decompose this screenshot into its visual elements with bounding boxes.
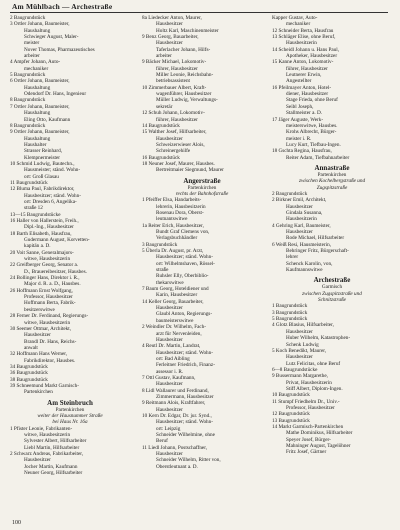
street-heading: Archestraße xyxy=(313,276,351,285)
entry-text: 7 Ortler Johann, Baumeister, xyxy=(10,103,70,110)
entry-text: 11 Baugrundstück xyxy=(10,179,48,186)
entry-text: 11 Liedl Johann, Postschaffner, xyxy=(142,444,208,451)
entry-subline: Haushaltung xyxy=(24,135,51,142)
directory-entry xyxy=(272,197,392,222)
entry-text: 3 Baugrundstück xyxy=(142,241,178,248)
entry-subline: Hausbesitzer; ständ. Wohn- xyxy=(156,349,213,356)
directory-entry xyxy=(142,129,262,154)
entry-subline: Bertreitmaier Siegmund, Maurer xyxy=(156,167,224,174)
entry-text: 1 Pfister Leonie, Fabrikanten- xyxy=(10,425,73,432)
entry-text: 16 Baugrundstück xyxy=(142,154,180,161)
directory-entry xyxy=(10,21,130,59)
directory-entry xyxy=(142,59,262,84)
entry-text: 28 Ferner Dr. Ferdinand, Regierungs- xyxy=(10,313,89,320)
entry-subline: ort: Leipzig xyxy=(156,425,181,432)
directory-entry xyxy=(272,322,392,347)
entry-text: 9 Bäcker Michael, Lokomotiv- xyxy=(142,59,207,66)
directory-entry xyxy=(142,413,262,445)
directory-entry xyxy=(10,351,130,364)
entry-text: 6 Weiß Resi, Hausmeisterin, xyxy=(272,241,331,248)
entry-subline: Bundt Graf Clemens von, xyxy=(156,229,210,235)
street-desc-line: zwischen Kochelbergstraße und xyxy=(298,178,366,185)
entry-text: 14 Markt Garmisch-Partenkirchen xyxy=(272,423,344,430)
entry-text: 8a Liedecker Anton, Maurer, xyxy=(142,15,202,21)
street-desc xyxy=(10,413,130,426)
entry-subline: führer, Hausbesitzer xyxy=(286,65,328,72)
entry-subline: Hausbesitzer xyxy=(286,203,313,210)
entry-subline: Oberstleutnant a. D. xyxy=(156,463,198,470)
directory-entry xyxy=(272,47,392,60)
directory-entry xyxy=(10,326,130,351)
entry-subline: Taferlacher Johann, Hilfs- xyxy=(156,46,211,53)
entry-text: 8 Lidl Wallaurer und Ferdinand, xyxy=(142,387,209,394)
street-desc xyxy=(272,178,392,191)
entry-list xyxy=(10,15,130,396)
entry-subline: Gudermann August, Korvetten- xyxy=(24,237,90,244)
entry-text: 2 Birkner Emil, Architekt, xyxy=(272,197,327,204)
entry-subline: Schwieger August, Maler- xyxy=(24,34,79,41)
directory-entry xyxy=(10,104,130,123)
entry-subline: Mahninger August, Tagelöhner xyxy=(286,443,351,449)
directory-entry xyxy=(142,445,262,470)
entry-subline: witwe, Hausbesitzerin xyxy=(24,432,71,438)
directory-entry xyxy=(272,242,392,274)
directory-entry xyxy=(10,426,130,451)
street-place: Partenkirchen xyxy=(55,406,85,413)
entry-subline: lehrer xyxy=(286,254,299,261)
entry-subline: Beruf xyxy=(156,438,168,445)
entry-subline: Glaubl Anton, Regierungs- xyxy=(156,311,213,318)
entry-text: 2 Baugrundstück xyxy=(272,190,308,197)
directory-entry xyxy=(142,197,262,222)
entry-subline: besitzerswitwe xyxy=(24,306,55,313)
entry-text: 24 Bollinger Hans, Direktor i. R., xyxy=(10,275,80,282)
entry-text: 10 Kern Dr. Edgar, Dr. jur. Synd., xyxy=(142,412,212,419)
directory-entry xyxy=(142,223,262,242)
entry-subline: sekretär xyxy=(156,103,173,110)
street-heading: Am Steinbruch xyxy=(47,398,93,407)
directory-entry xyxy=(10,250,130,263)
entry-subline: ort: Wilhelmshaven, Rössel- xyxy=(156,260,215,267)
column-1 xyxy=(10,15,130,476)
directory-entry xyxy=(272,117,392,149)
directory-entry xyxy=(10,383,130,396)
entry-text: 32 Hoffmann Hans Werner, xyxy=(10,351,68,358)
entry-subline: Hausbesitzer; ständ. Wohn- xyxy=(156,254,213,261)
directory-entry xyxy=(142,15,262,34)
entry-text: 16 Haller von Hallerstein, Freih., xyxy=(10,218,79,224)
directory-entry xyxy=(272,399,392,412)
directory-entry xyxy=(10,129,130,161)
entry-text: 5 Überla Dr. August, pr. Arzt, xyxy=(142,248,204,255)
entry-text: 22 Greifberger Georg, Senator a. xyxy=(10,262,79,269)
entry-subline: kapitän a. D. xyxy=(24,243,51,250)
entry-text: 20 Voit Sanne, Generalmajors- xyxy=(10,249,74,256)
header-rule xyxy=(10,12,388,13)
entry-subline: Hausbesitzer; ständ. Wohn- xyxy=(156,419,213,426)
directory-entry xyxy=(142,248,262,286)
street-desc xyxy=(272,291,392,304)
entry-subline: witwe, Hausbesitzerin xyxy=(24,319,71,326)
entry-subline: mechaniker xyxy=(24,65,49,72)
directory-entry xyxy=(10,288,130,313)
entry-subline: Huber Wilhelm, Katastrophen- xyxy=(286,335,351,342)
entry-text: 10 Schmid Ludwig, Bautechn., xyxy=(10,160,75,167)
entry-subline: Hausbesitzer xyxy=(156,451,183,458)
entry-subline: Haushaltung xyxy=(24,84,51,91)
entry-subline: Zimmermann, Hausbesitzer xyxy=(156,393,214,400)
entry-text: 1 Baugrundstück xyxy=(272,303,308,310)
street-section-anna xyxy=(272,164,392,191)
entry-subline: Stage Frieda, ohne Beruf xyxy=(286,97,338,104)
directory-entry xyxy=(10,59,130,72)
entry-subline: arbeiter xyxy=(24,53,40,60)
entry-text: 15 Walther Josef, Hilfsarbeiter, xyxy=(142,129,207,136)
entry-subline: Jocher Martin, Kaufmann xyxy=(24,463,78,470)
entry-text: 13 Baugrundstück xyxy=(272,417,310,424)
directory-entry xyxy=(142,400,262,413)
running-head: Am Mühlbach — Archestraße xyxy=(12,2,113,11)
directory-entry xyxy=(142,299,262,324)
entry-subline: witwe, Hausbesitzerin xyxy=(24,256,71,263)
directory-entry xyxy=(272,373,392,392)
entry-subline: arzt für Nervenleiden, xyxy=(156,330,202,337)
entry-subline: Apotheker, Hausbesitzer xyxy=(286,53,338,60)
street-desc-line: Zugspitzstraße xyxy=(316,184,348,191)
entry-text: 16 Pfeilmayer Anton, Hotel- xyxy=(272,84,332,91)
street-desc-line: weiter der Hausnummer Straße xyxy=(37,412,103,419)
entry-text: 11 Stumpf Friedhelm Dr., Univ.- xyxy=(272,398,340,405)
entry-text: 10 Baugrundstück xyxy=(272,392,310,399)
entry-text: 12 Schuh Johann, Lokomotiv- xyxy=(142,110,205,117)
entry-subline: Fabrikdirektor, Hausbes. xyxy=(24,357,76,364)
entry-subline: Krohs Albrecht, Bürger- xyxy=(286,129,337,136)
entry-subline: Miller Leonie, Reichsbahn- xyxy=(156,72,214,79)
entry-subline: führer, Hausbesitzer xyxy=(156,116,198,123)
entry-list xyxy=(10,426,130,477)
directory-entry xyxy=(272,34,392,47)
entry-list xyxy=(142,197,262,470)
entry-subline: Hausbesitzerin xyxy=(286,216,317,223)
entry-subline: Partenkirchen xyxy=(24,389,53,396)
entry-subline: Hausbesitzer xyxy=(156,406,183,413)
directory-entry xyxy=(10,78,130,97)
directory-entry xyxy=(142,343,262,375)
entry-text: 9 Ortler Johann, Baumeister, xyxy=(10,129,70,136)
entry-subline: führer, Hausbesitzer xyxy=(156,65,198,72)
entry-subline: Schenk Ludwig xyxy=(286,341,319,348)
entry-subline: Schweizerwieser Alois, xyxy=(156,141,205,148)
entry-subline: Haushaltung xyxy=(24,27,51,34)
entry-subline: Strasser Reinhard, xyxy=(24,148,63,155)
entry-text: 12 Schneider Berta, Hausfrau xyxy=(272,27,334,34)
entry-text: 5 Koch Benedikt, Maurer, xyxy=(272,347,327,354)
entry-text: 14 Scheidl Johann u. Hans Paul, xyxy=(272,46,339,53)
street-heading: Annastraße xyxy=(314,163,350,172)
entry-text: 8 Baugrundstück xyxy=(10,122,46,129)
entry-subline: Ruhsler Elly, Oberbiblio- xyxy=(156,273,209,280)
entry-subline: Leutnerer Erwin, xyxy=(286,72,322,79)
entry-subline: Hausbesitzer; ständ. Wohn- xyxy=(24,192,81,199)
entry-text: 9 Benz Georg, Bauarbeiter, xyxy=(142,34,199,41)
entry-text: 12 Bluma Paul, Fabrikdirektor, xyxy=(10,186,75,193)
entry-text: 13 Schläger Elise, ohne Beruf, xyxy=(272,34,336,41)
entry-subline: Lucy Kurt, Tiefbau-Ingen. xyxy=(286,141,341,148)
entry-text: 4 Gehring Karl, Baumeister, xyxy=(272,222,331,229)
entry-subline: Angestellter xyxy=(286,78,312,85)
entry-subline: Hausbesitzer xyxy=(156,40,183,47)
entry-subline: meister i. R. xyxy=(286,135,312,142)
entry-subline: Mathe Dominikus, Hilfsarbeiter xyxy=(286,430,353,437)
entry-subline: Schneider Wilhelm, Ritter von, xyxy=(156,457,221,464)
entry-text: Kapper Gustav, Auto- xyxy=(272,15,318,21)
directory-entry xyxy=(10,451,130,476)
entry-subline: Stiff Albert, Diplom-Ingen. xyxy=(286,385,343,392)
entry-subline: Stallmeister a. D. xyxy=(286,110,323,117)
entry-text: 10 Zimmerbauer Albert, Kraft- xyxy=(142,84,207,91)
entry-subline: assessor i. R. xyxy=(156,368,184,375)
entry-subline: D., Brauereibesitzer, Hausbes. xyxy=(24,268,87,275)
street-place: Partenkirchen xyxy=(317,171,347,178)
entry-subline: Nover Thomas, Pharmazeutisches xyxy=(24,46,95,53)
entry-subline: Schreinergehilfe xyxy=(156,148,191,155)
entry-subline: Professor, Hausbesitzer xyxy=(286,404,335,411)
directory-entry xyxy=(10,218,130,231)
street-desc-line: Schnitzstraße xyxy=(318,297,346,304)
entry-text: 4 Reutl Dr. Martin, Landrat, xyxy=(142,343,201,350)
entry-subline: baumeisterswitwe xyxy=(156,317,194,324)
street-place: Partenkirchen xyxy=(187,184,217,191)
entry-subline: Verlagsbuchhändler xyxy=(156,235,198,242)
entry-text: 12 Baugrundstück xyxy=(272,411,310,418)
entry-text: 36 Baugrundstück xyxy=(10,370,48,377)
entry-text: 1a Reiter Erich, Hausbesitzer, xyxy=(142,222,204,229)
entry-text: 7 Ottl Gustav, Kaufmann, xyxy=(142,374,196,381)
street-section-steinbruch xyxy=(10,399,130,426)
entry-list xyxy=(272,191,392,273)
entry-subline: Hoffmann Berta, Fabrik- xyxy=(24,300,76,307)
entry-text: 2 Baugrundstück xyxy=(10,15,46,21)
entry-subline: Eling Otto, Kaufmann xyxy=(24,116,71,123)
entry-subline: Kaufmannswitwe xyxy=(286,267,323,274)
entry-subline: Brandl Dr. Hans, Reichs- xyxy=(24,338,77,345)
entry-subline: Hausbesitzer xyxy=(156,21,183,28)
entry-subline: Hausbesitzer xyxy=(156,381,183,388)
street-section-anger xyxy=(142,177,262,198)
entry-subline: Seibl Joseph, xyxy=(286,103,314,110)
entry-text: 26 Hoffmann Ernst Wolfgang, xyxy=(10,287,73,294)
entry-subline: Fritz Josef, Gärtner xyxy=(286,449,327,456)
entry-text: 18 Gschta Regina, Hausfrau, xyxy=(272,148,332,155)
entry-subline: Hausbesitzer xyxy=(286,328,313,335)
entry-subline: Hausbesitzer xyxy=(156,305,183,312)
directory-entry xyxy=(142,286,262,299)
entry-subline: wagenführer, Hausbesitzer xyxy=(156,91,212,98)
entry-text: 39 Schneemund Markt Garnisch- xyxy=(10,382,80,389)
entry-text: 13—15 Baugrundstücke xyxy=(10,211,61,218)
directory-entry xyxy=(10,186,130,211)
entry-text: 2 Schwarz Andreas, Fabrikarbeiter, xyxy=(10,451,84,458)
entry-subline: Rode Michael, Hilfsarbeiter xyxy=(286,235,345,242)
directory-entry xyxy=(10,275,130,288)
entry-list xyxy=(272,15,392,161)
entry-subline: Schenck Karolin, von, xyxy=(286,260,333,267)
entry-subline: Hausbesitzer xyxy=(24,457,51,464)
entry-subline: arbeiter xyxy=(156,53,172,60)
entry-subline: ort: Dresden 6, Angelika- xyxy=(24,198,77,205)
street-desc-line: zwischen Zugspitzstraße und xyxy=(302,290,362,297)
entry-subline: Hausmeister; ständ. Wohn- xyxy=(24,167,81,174)
entry-text: 9 Bussermann Margarethe, xyxy=(272,373,328,380)
entry-text: 3 Baugrundstück xyxy=(272,309,308,316)
entry-subline: Odendorf Dr. Hans, Ingenieur xyxy=(24,91,87,98)
entry-text: 9 Reitmann Alois, Kraftfahrer, xyxy=(142,400,206,407)
column-2 xyxy=(142,15,262,470)
entry-text: 6 Ortler Johann, Baumeister, xyxy=(10,78,70,85)
street-desc-line: bei Haus Nr. 16a xyxy=(52,419,88,426)
entry-subline: Dipl.-Ing., Hausbesitzer xyxy=(24,224,74,231)
entry-text: 15 Kanne Anton, Lokomotiv- xyxy=(272,59,334,66)
entry-text: 14 Baugrundstück xyxy=(142,122,180,129)
entry-text: 18 Barth Elisabeth, Hausfrau, xyxy=(10,230,72,237)
entry-subline: Haushalter xyxy=(24,141,47,148)
street-section-arche xyxy=(272,276,392,303)
directory-entry xyxy=(10,313,130,326)
entry-subline: Liebl Martin, Hilfsarbeiter xyxy=(24,444,80,451)
directory-entry xyxy=(272,85,392,117)
entry-subline: Hausbesitzerin xyxy=(286,40,317,47)
directory-entry xyxy=(272,223,392,242)
entry-subline: ort: Groß Glasau xyxy=(24,173,59,180)
entry-subline: straße xyxy=(156,267,169,274)
directory-entry xyxy=(272,59,392,84)
entry-subline: anwalt xyxy=(24,344,38,351)
entry-subline: Reiter Adam, Tiefbahnarbeiter xyxy=(286,154,350,161)
entry-text: 3 Ortler Johann, Baumeister, xyxy=(10,21,70,28)
entry-text: 17 Jäger Auguste, Werk- xyxy=(272,116,324,123)
entry-subline: thekarswitwe xyxy=(156,279,184,286)
entry-subline: Professor, Hausbesitzer xyxy=(24,294,73,301)
entry-subline: Hausbesitzer xyxy=(286,354,313,361)
entry-subline: ort: Bad Aibling xyxy=(156,355,190,362)
entry-text: 14 Keller Georg, Bauarbeiter, xyxy=(142,298,204,305)
street-desc-line: rechts der Bahnhofstraße xyxy=(175,190,229,197)
entry-subline: meisterswitwe, Hausbes. xyxy=(286,122,338,129)
directory-entry xyxy=(272,348,392,367)
entry-subline: Neuner Georg, Hilfsarbeiter xyxy=(24,470,83,477)
entry-text: 8 Baugrundstück xyxy=(10,97,46,104)
entry-subline: diener, Hausbesitzer xyxy=(286,91,329,98)
directory-entry xyxy=(142,161,262,174)
entry-text: 18 Neuner Josef, Maurer, Hausbes. xyxy=(142,160,215,167)
entry-subline: betriebsassistent xyxy=(156,78,190,85)
directory-entry xyxy=(142,388,262,401)
entry-subline: Hausbesitzer xyxy=(156,135,183,142)
entry-text: 4 Ampfer Johann, Auto- xyxy=(10,59,61,66)
entry-text: 38 Baugrundstück xyxy=(10,376,48,383)
entry-subline: Gindala Susanna, xyxy=(286,209,323,216)
directory-entry xyxy=(142,34,262,59)
directory-entry xyxy=(142,375,262,388)
entry-subline: Major d. R. a. D., Hausbes. xyxy=(24,281,81,288)
entry-subline: Lutz Felicitas, ohne Beruf xyxy=(286,360,341,367)
entry-subline: Sylvester Albert, Hilfsarbeiter xyxy=(24,438,87,445)
entry-subline: Haushaltung xyxy=(24,110,51,117)
entry-subline: Schneider Wilhelmine, ohne xyxy=(156,432,215,438)
entry-subline: Hausbesitzer xyxy=(24,332,51,339)
entry-list xyxy=(272,303,392,455)
entry-subline: Rosenau Dora, Oberst- xyxy=(156,209,204,216)
directory-entry xyxy=(10,231,130,250)
entry-subline: Speyer Josef, Bürger- xyxy=(286,436,331,443)
entry-subline: leutnantswitwe xyxy=(156,216,188,223)
entry-subline: Privat, Hausbesitzerin xyxy=(286,379,332,386)
directory-entry xyxy=(272,15,392,28)
entry-subline: straße 12 xyxy=(24,205,43,212)
entry-text: 2 Weindler Dr. Wilhelm, Fach- xyxy=(142,324,207,331)
entry-subline: mechaniker xyxy=(286,21,311,28)
entry-text: 1 Pfeiffer Elsa, Handarbeits- xyxy=(142,197,202,204)
entry-subline: Ferleitner Friedrich, Finanz- xyxy=(156,362,215,369)
entry-text: 7 Baum Georg, Hoteldiener und xyxy=(142,286,209,293)
street-place: Garmisch xyxy=(321,284,343,291)
entry-text: 6—8 Baugrundstücke xyxy=(272,366,318,373)
entry-subline: Karin, Hausbesitzer xyxy=(156,292,198,299)
street-heading: Angerstraße xyxy=(183,176,221,185)
entry-text: 4 Glotz Blasius, Hilfsarbeiter, xyxy=(272,322,334,329)
column-3 xyxy=(272,15,392,456)
entry-list xyxy=(142,15,262,174)
entry-text: 34 Baugrundstück xyxy=(10,363,48,370)
entry-subline: Holtz Karl, Maschinenmeister xyxy=(156,27,219,34)
page-number: 100 xyxy=(12,520,21,526)
entry-subline: lehrerin, Hausbesitzerin xyxy=(156,203,206,210)
directory-entry xyxy=(142,110,262,123)
directory-entry xyxy=(10,161,130,180)
entry-subline: meister xyxy=(24,40,40,47)
entry-subline: Klempnermeister xyxy=(24,154,61,161)
directory-entry xyxy=(10,262,130,275)
directory-entry xyxy=(272,148,392,161)
entry-subline: Behringer Fritz, Bürgerschaft- xyxy=(286,248,349,255)
directory-entry xyxy=(142,85,262,110)
entry-text: 5 Baugrundstück xyxy=(10,72,46,79)
entry-subline: Hausbesitzer xyxy=(286,229,313,235)
entry-subline: Müller Ludwig, Verwaltungs- xyxy=(156,97,218,104)
entry-text: 30 Seemer Ottmar, Architekt, xyxy=(10,325,72,332)
entry-subline: Hausbesitzer xyxy=(156,336,183,343)
directory-entry xyxy=(142,324,262,343)
entry-text: 5 Baugrundstück xyxy=(272,316,308,323)
directory-entry xyxy=(272,424,392,456)
